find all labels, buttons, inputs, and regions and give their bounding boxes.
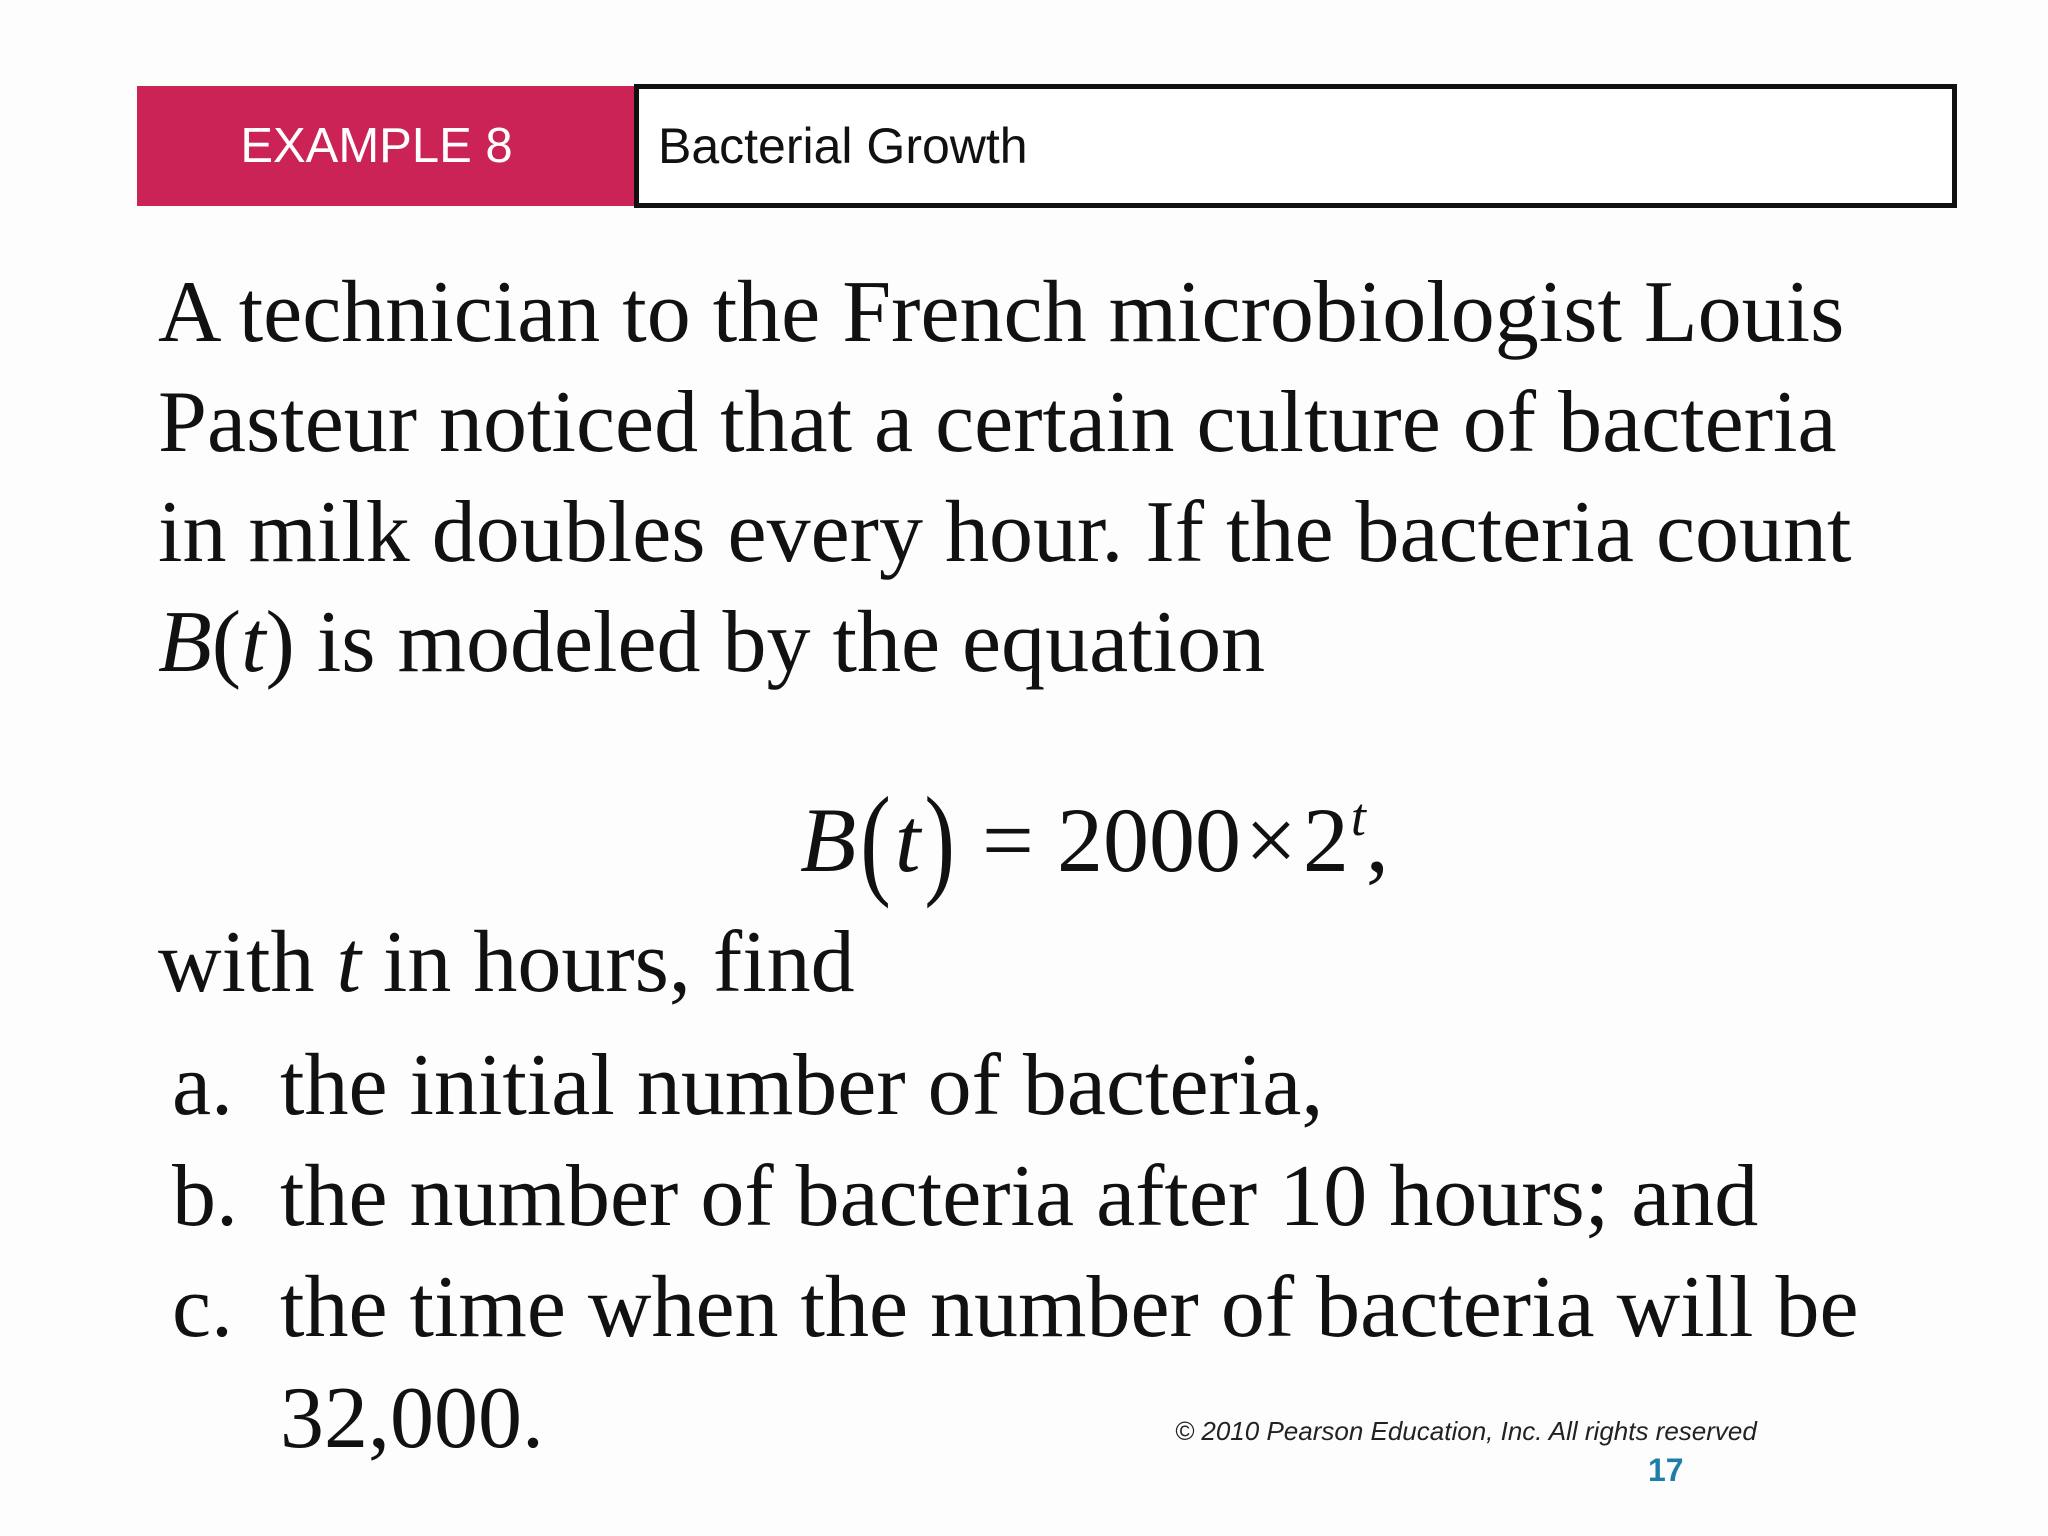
equation-close-paren: ) — [924, 771, 956, 909]
equation-lhs-arg: t — [894, 789, 921, 891]
with-var: t — [336, 914, 361, 1011]
parts-list — [172, 1030, 1859, 1474]
list-item — [172, 1141, 1859, 1252]
list-item — [172, 1030, 1859, 1141]
list-item — [172, 1252, 1859, 1363]
list-item-text: the initial number of bacteria, — [280, 1037, 1324, 1134]
copyright-notice: © 2010 Pearson Education, Inc. All rights reserved — [1175, 1416, 1757, 1446]
statement-var-b: B — [158, 594, 212, 691]
statement-line-4 — [158, 588, 1978, 698]
statement-line-4-rest: ) is modeled by the equation — [265, 594, 1266, 691]
list-marker: c. — [172, 1259, 234, 1356]
list-item-text: the time when the number of bacteria will be — [280, 1259, 1859, 1356]
equation-open-paren: ( — [860, 771, 891, 909]
problem-statement — [158, 258, 1978, 698]
list-marker: b. — [172, 1148, 238, 1245]
equation-lhs-var: B — [800, 789, 857, 891]
with-suffix: in hours, find — [360, 914, 855, 1011]
page-number: 17 — [1648, 1452, 1684, 1488]
list-item-text: 32,000. — [280, 1370, 544, 1467]
equation-trailing: , — [1365, 789, 1389, 891]
statement-line-1: A technician to the French microbiologist Louis — [158, 264, 1845, 361]
statement-open-paren: ( — [211, 594, 242, 691]
with-line — [158, 908, 855, 1018]
equation-times: × — [1244, 789, 1297, 891]
list-item-text: the number of bacteria after 10 hours; and — [280, 1148, 1759, 1245]
equation-base: 2 — [1302, 789, 1349, 891]
statement-line-3: in milk doubles every hour. If the bacteria count — [158, 484, 1852, 581]
list-marker: a. — [172, 1037, 234, 1134]
with-prefix: with — [158, 914, 337, 1011]
equation-coefficient: 2000 — [1056, 789, 1241, 891]
growth-equation — [800, 752, 1389, 909]
statement-var-t: t — [241, 594, 266, 691]
statement-line-2: Pasteur noticed that a certain culture of bacteria — [158, 374, 1837, 471]
equation-exponent: t — [1350, 787, 1366, 847]
slide-title: Bacterial Growth — [634, 84, 1957, 208]
equation-equals: = — [982, 789, 1034, 891]
example-label: EXAMPLE 8 — [137, 86, 634, 206]
